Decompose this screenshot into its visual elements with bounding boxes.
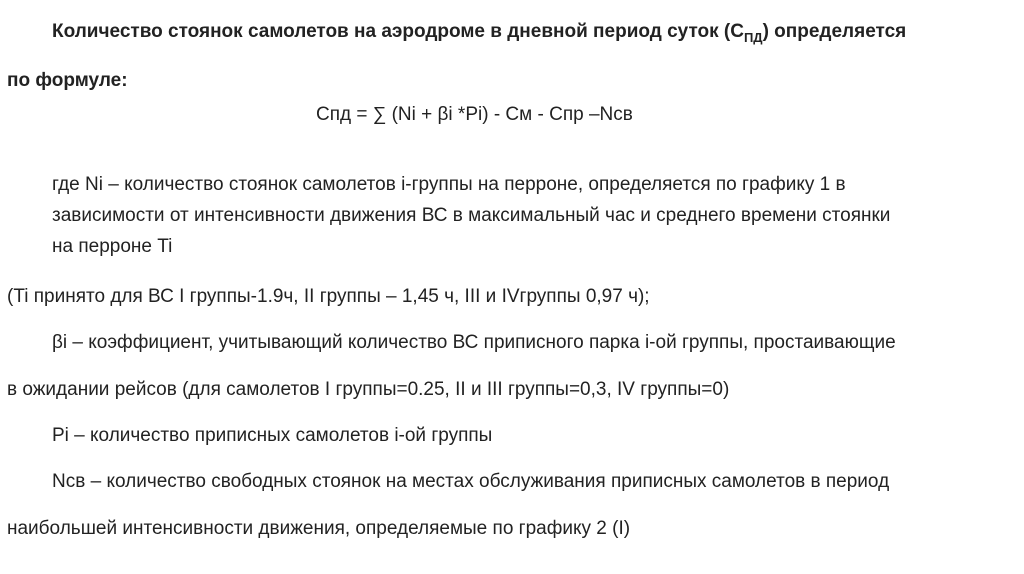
heading-subscript: ПД [743, 30, 763, 45]
heading-text-part1: Количество стоянок самолетов на аэродроме в дневной период суток (С [52, 21, 744, 42]
heading-text-part2: ) определяется [762, 21, 907, 42]
nsv-definition-line-1: Nсв – количество свободных стоянок на местах обслуживания приписных самолетов в период [52, 471, 890, 492]
pi-definition: Pi – количество приписных самолетов i-ой группы [52, 425, 493, 446]
heading-line-1 [52, 20, 906, 50]
ni-definition-line-3: на перроне Ti [52, 236, 173, 257]
formula: Спд = ∑ (Ni + βi *Pi) - См - Спр –Nсв [316, 104, 633, 125]
ni-definition-line-2: зависимости от интенсивности движения ВС в максимальный час и среднего времени стоянки [52, 205, 891, 226]
ni-definition-line-1: где Ni – количество стоянок самолетов i-группы на перроне, определяется по графику 1 в [52, 174, 846, 195]
heading-line-2: по формуле: [7, 70, 128, 91]
nsv-definition-line-2: наибольшей интенсивности движения, определяемые по графику 2 (I) [7, 518, 631, 539]
ti-note: (Ti принято для ВС I группы-1.9ч, II группы – 1,45 ч, III и IVгруппы 0,97 ч); [7, 286, 650, 307]
beta-definition-line-1: βi – коэффициент, учитывающий количество ВС приписного парка i-ой группы, простаивающие [52, 332, 896, 353]
beta-definition-line-2: в ожидании рейсов (для самолетов I группы=0.25, II и III группы=0,3, IV группы=0) [7, 379, 730, 400]
